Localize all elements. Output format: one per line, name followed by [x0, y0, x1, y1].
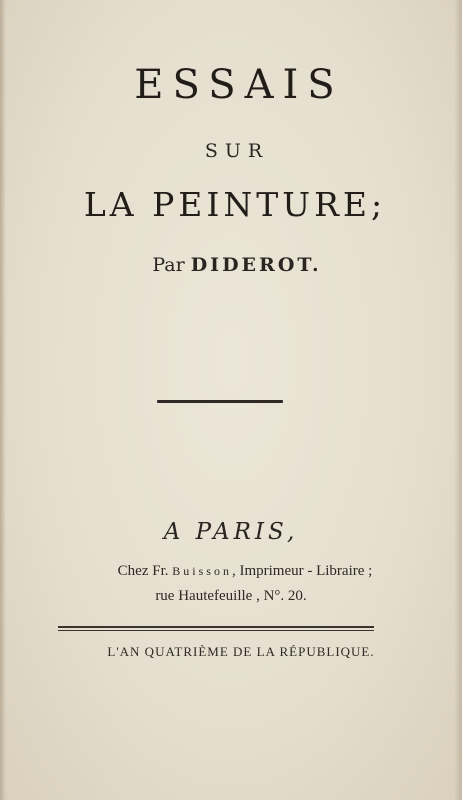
publisher-prefix: Chez Fr. — [117, 563, 169, 579]
imprint-publisher — [0, 563, 462, 580]
author-name: DIDEROT. — [190, 254, 322, 276]
ornamental-rule — [157, 400, 283, 403]
page-edge-left — [0, 0, 6, 800]
book-subtitle: LA PEINTURE; — [83, 185, 387, 224]
author-prefix: Par — [152, 254, 185, 276]
publisher-name: Buisson — [172, 564, 232, 578]
page-edge-right — [454, 0, 462, 800]
double-rule-bottom — [58, 630, 374, 631]
imprint-address: rue Hautefeuille , N°. 20. — [155, 588, 307, 604]
author-line — [0, 254, 462, 276]
book-title: ESSAIS — [134, 62, 344, 108]
publisher-suffix: , Imprimeur - Libraire ; — [231, 563, 373, 579]
imprint-date: L'AN QUATRIÈME DE LA RÉPUBLIQUE. — [107, 644, 375, 659]
double-rule-top — [58, 626, 374, 628]
imprint-city: A PARIS, — [163, 519, 299, 545]
title-connector: SUR — [204, 140, 270, 162]
